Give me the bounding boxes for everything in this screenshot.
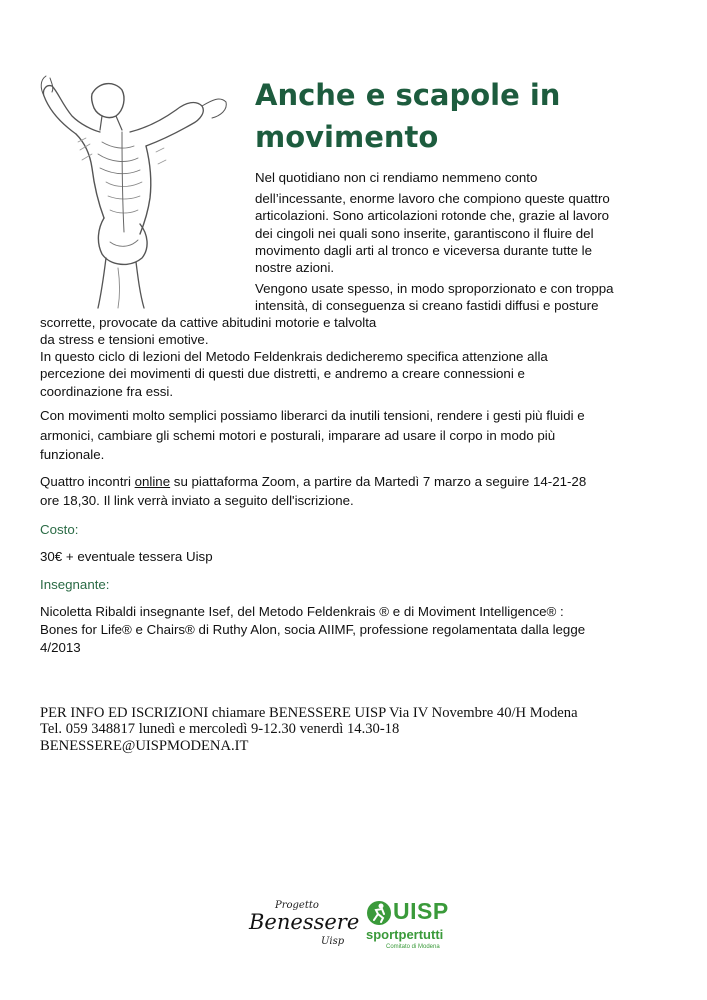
uisp-runner-icon bbox=[366, 900, 392, 926]
teacher-paragraph bbox=[40, 603, 585, 657]
cycle-paragraph bbox=[40, 348, 548, 400]
logo-benessere-main: Benessere bbox=[249, 910, 360, 934]
intro-line: Nel quotidiano non ci rendiamo nemmeno conto bbox=[255, 170, 538, 185]
meetings-paragraph bbox=[40, 472, 586, 510]
page-title: Anche e scapole in movimento bbox=[255, 78, 561, 154]
anatomy-sketch-image bbox=[6, 72, 244, 310]
teacher-label: Insegnante: bbox=[40, 577, 110, 592]
info-email[interactable]: BENESSERE@UISPMODENA.IT bbox=[40, 737, 249, 754]
benessere-logo bbox=[245, 896, 360, 956]
teacher-line: 4/2013 bbox=[40, 640, 81, 655]
teacher-line: Bones for Life® e Chairs® di Ruthy Alon, socia AIIMF, professione regolamentata dalla legge bbox=[40, 622, 586, 637]
logo-benessere-top: Progetto bbox=[275, 900, 319, 911]
info-block bbox=[40, 705, 578, 754]
usage-paragraph-cont bbox=[40, 314, 376, 331]
uisp-tagline: sportpertutti bbox=[366, 927, 444, 942]
intro-line: nostre azioni. bbox=[255, 260, 335, 276]
intro-line: articolazioni. Sono articolazioni rotonde che, grazie al lavoro bbox=[255, 208, 610, 224]
usage-paragraph-end bbox=[40, 331, 209, 348]
usage-line: intensità, di conseguenza si creano fastidi diffusi e posture bbox=[255, 298, 599, 314]
logo-benessere-bottom: Uisp bbox=[321, 936, 345, 947]
info-phone-line: Tel. 059 348817 lunedì e mercoledì 9-12.30 venerdì 14.30-18 bbox=[40, 721, 400, 738]
usage-line: Vengono usate spesso, in modo sproporzionato e con troppa bbox=[255, 281, 614, 296]
cost-label: Costo: bbox=[40, 522, 79, 537]
teacher-line: Nicoletta Ribaldi insegnante Isef, del Metodo Feldenkrais ® e di Moviment Intelligence® : bbox=[40, 604, 564, 619]
usage-paragraph bbox=[255, 280, 614, 315]
cycle-line: In questo ciclo di lezioni del Metodo Feldenkrais dedicheremo specifica attenzione alla bbox=[40, 349, 548, 364]
usage-line: da stress e tensioni emotive. bbox=[40, 332, 209, 347]
usage-line: scorrette, provocate da cattive abitudini motorie e talvolta bbox=[40, 315, 377, 330]
intro-line: dei cingoli nei quali sono inserite, garantiscono il fluire del bbox=[255, 225, 594, 241]
cycle-line: coordinazione fra essi. bbox=[40, 383, 174, 399]
online-link[interactable]: online bbox=[134, 474, 171, 489]
movements-paragraph bbox=[40, 406, 585, 465]
movements-line: armonici, cambiare gli schemi motori e posturali, imparare ad usare il corpo in modo più bbox=[40, 427, 556, 443]
uisp-brand: UISP bbox=[393, 898, 449, 924]
intro-line: movimento dagli arti al tronco e viceversa durante tutte le bbox=[255, 242, 593, 258]
cost-value: 30€ + eventuale tessera Uisp bbox=[40, 549, 213, 564]
meetings-line-2: ore 18,30. Il link verrà inviato a seguito dell'iscrizione. bbox=[40, 493, 354, 508]
intro-line: dell’incessante, enorme lavoro che compiono queste quattro bbox=[255, 191, 610, 206]
cycle-line: percezione dei movimenti di questi due distretti, e andremo a creare connessioni e bbox=[40, 366, 525, 382]
intro-paragraph-cont bbox=[255, 190, 610, 276]
intro-paragraph bbox=[255, 169, 537, 186]
uisp-sub: Comitato di Modena bbox=[386, 944, 440, 950]
uisp-logo bbox=[362, 896, 462, 956]
meetings-line-1: Quattro incontri online su piattaforma Zoom, a partire da Martedì 7 marzo a seguire 14-21-28 bbox=[40, 474, 587, 489]
info-line: PER INFO ED ISCRIZIONI chiamare BENESSERE UISP Via IV Novembre 40/H Modena bbox=[40, 705, 578, 721]
movements-line: funzionale. bbox=[40, 447, 105, 462]
movements-line: Con movimenti molto semplici possiamo liberarci da inutili tensioni, rendere i gesti più fluidi e bbox=[40, 408, 585, 423]
